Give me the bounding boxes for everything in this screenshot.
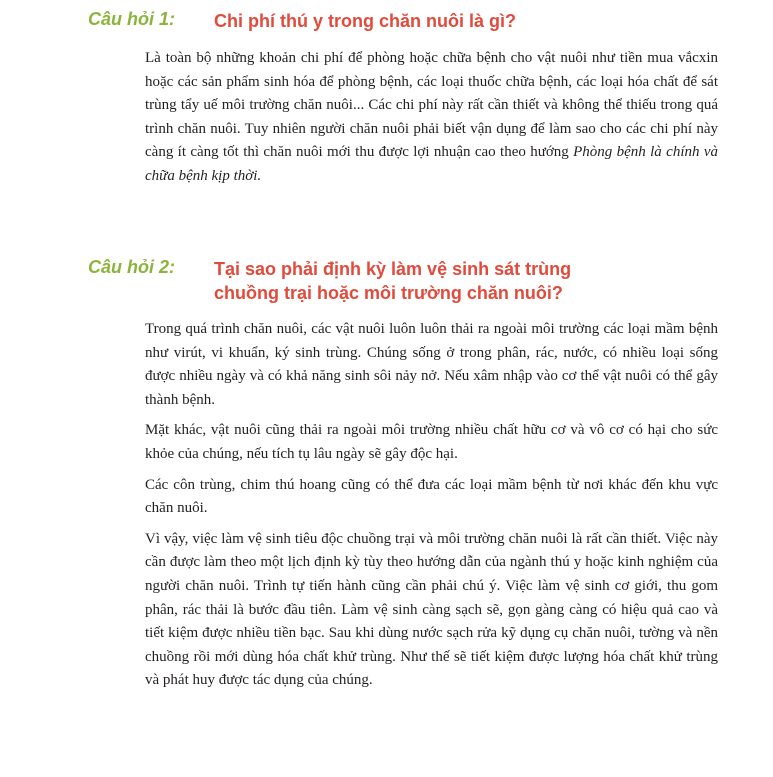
- question-2-paragraph-4: Vì vậy, việc làm vệ sinh tiêu độc chuồng trại và môi trường chăn nuôi là rất cần thiết. Việc này cần được làm theo một lịch định kỳ tùy theo hướng dẫn của ngành thú y hoặc kinh nghiệm của người chăn nuôi. Trình tự tiến hành cũng cần phải chú ý. Việc làm vệ sinh cơ giới, thu gom phân, rác thải là bước đầu tiên. Làm vệ sinh càng sạch sẽ, gọn gàng càng có hiệu quả cao và tiết kiệm được nhiều tiền bạc. Sau khi dùng nước sạch rửa kỹ dụng cụ chăn nuôi, tường và nền chuồng rồi mới dùng hóa chất khử trùng. Như thế sẽ tiết kiệm được lượng hóa chất khử trùng và phát huy được tác dụng của chúng.: [145, 530, 718, 689]
- question-1-label: Câu hỏi 1:: [88, 9, 176, 29]
- question-2-paragraph-1: Trong quá trình chăn nuôi, các vật nuôi luôn luôn thải ra ngoài môi trường các loại mầm bệnh như virút, vi khuẩn, ký sinh trùng. Chúng sống ở trong phân, rác, nước, có nhiều loại sống được nhiều ngày và có khả năng sinh sôi nảy nở. Nếu xâm nhập vào cơ thể vật nuôi có thể gây thành bệnh.: [145, 321, 718, 408]
- question-2-answer: [145, 318, 718, 693]
- question-2-title: [214, 257, 571, 305]
- question-2-paragraph-3: Các côn trùng, chim thú hoang cũng có thể đưa các loại mầm bệnh từ nơi khác đến khu vực chăn nuôi.: [145, 476, 718, 517]
- question-1-paragraph: [145, 47, 718, 189]
- question-1-answer: [145, 47, 718, 189]
- question-1-emphasis: Phòng bệnh là chính và chữa bệnh kịp thời.: [145, 144, 718, 184]
- question-2-label: Câu hỏi 2:: [88, 257, 176, 277]
- question-2-title-line-2: chuồng trại hoặc môi trường chăn nuôi?: [214, 283, 563, 303]
- question-1-title: Chi phí thú y trong chăn nuôi là gì?: [214, 11, 516, 31]
- question-1-text: Là toàn bộ những khoản chi phí để phòng hoặc chữa bệnh cho vật nuôi như tiền mua vắcxin hoặc các sản phẩm sinh hóa để phòng bệnh, các loại thuốc chữa bệnh, các loại hóa chất để sát trùng tẩy uế môi trường chăn nuôi... Các chi phí này rất cần thiết và không thể thiếu trong quá trình chăn nuôi. Tuy nhiên người chăn nuôi phải biết vận dụng để làm sao cho các chi phí này càng ít càng tốt thì chăn nuôi mới thu được lợi nhuận cao theo hướng: [145, 50, 718, 161]
- question-2-title-line-1: Tại sao phải định kỳ làm vệ sinh sát trùng: [214, 259, 572, 279]
- question-2-paragraph-2: Mặt khác, vật nuôi cũng thải ra ngoài môi trường nhiều chất hữu cơ và vô cơ có hại cho sức khỏe của chúng, nếu tích tụ lâu ngày sẽ gây độc hại.: [145, 422, 718, 462]
